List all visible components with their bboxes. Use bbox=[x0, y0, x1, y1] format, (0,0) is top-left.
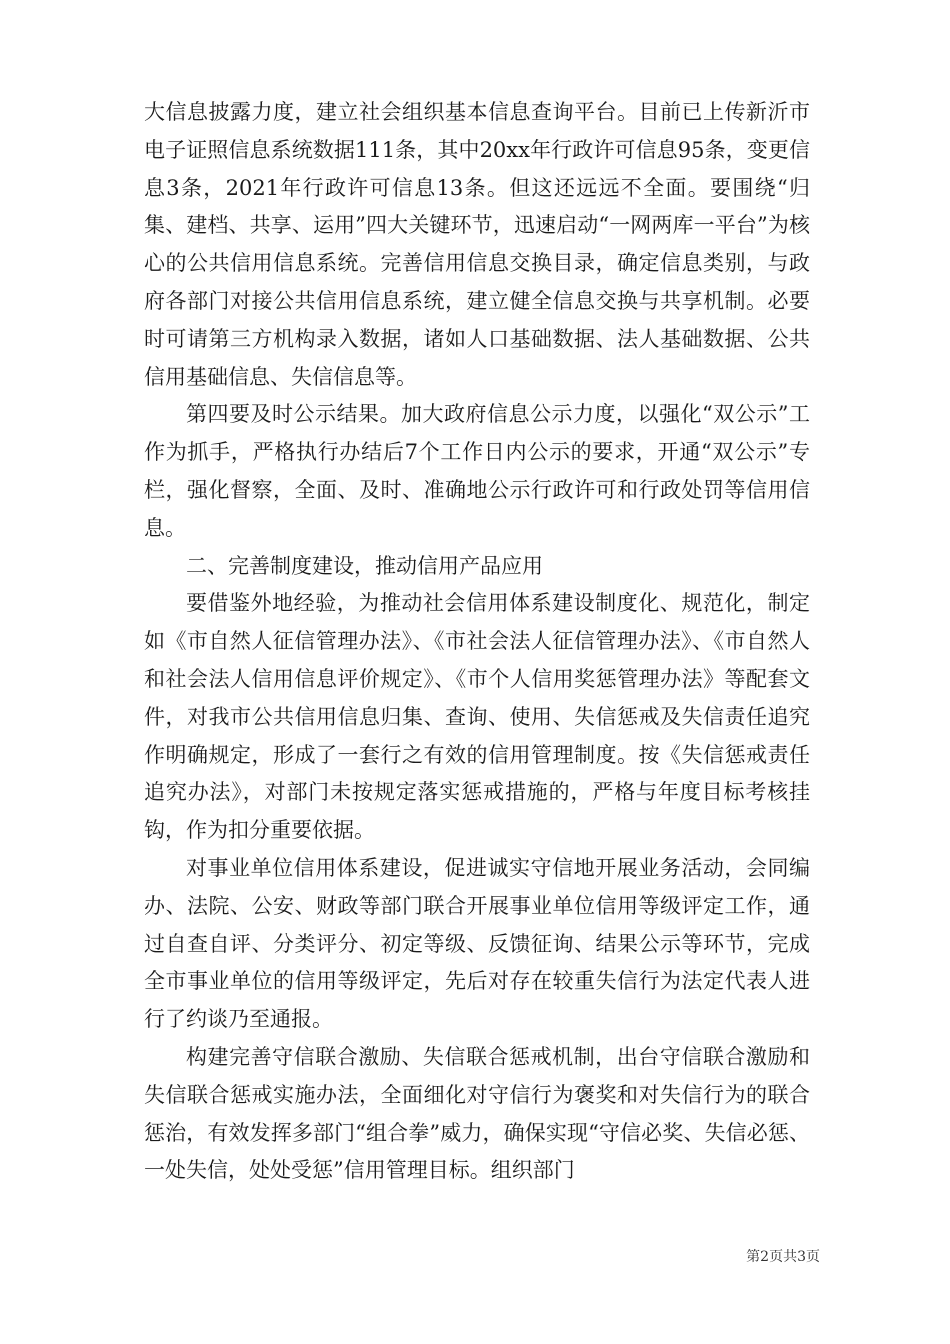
paragraph-5: 构建完善守信联合激励、失信联合惩戒机制，出台守信联合激励和失信联合惩戒实施办法，全面细化对守信行为褒奖和对失信行为的联合惩治，有效发挥多部门“组合拳”威力，确保实现“守信必奖、失信必惩、一处失信，处处受惩”信用管理目标。组织部门 bbox=[144, 1044, 810, 1183]
paragraph-2: 第四要及时公示结果。加大政府信息公示力度，以强化“双公示”工作为抓手，严格执行办结后7个工作日内公示的要求，开通“双公示”专栏，强化督察，全面、及时、准确地公示行政许可和行政处罚等信用信息。 bbox=[144, 402, 810, 540]
section-heading: 二、完善制度建设，推动信用产品应用 bbox=[186, 553, 543, 578]
paragraph-3: 要借鉴外地经验，为推动社会信用体系建设制度化、规范化，制定如《市自然人征信管理办法》、《市社会法人征信管理办法》、《市自然人和社会法人信用信息评价规定》、《市个人信用奖惩管理办法》等配套文件，对我市公共信用信息归集、查询、使用、失信惩戒及失信责任追究作明确规定，形成了一套行之有效的信用管理制度。按《失信惩戒责任追究办法》，对部门未按规定落实惩戒措施的，严格与年度目标考核挂钩，作为扣分重要依据。 bbox=[144, 591, 810, 843]
page-number-footer: 第2页共3页 bbox=[746, 1249, 820, 1265]
paragraph-1: 大信息披露力度，建立社会组织基本信息查询平台。目前已上传新沂市电子证照信息系统数据111条，其中20xx年行政许可信息95条，变更信息3条，2021年行政许可信息13条。但这还远远不全面。要围绕“归集、建档、共享、运用”四大关键环节，迅速启动“一网两库一平台”为核心的公共信用信息系统。完善信用信息交换目录，确定信息类别，与政府各部门对接公共信用信息系统，建立健全信息交换与共享机制。必要时可请第三方机构录入数据，诸如人口基础数据、法人基础数据、公共信用基础信息、失信信息等。 bbox=[144, 100, 810, 389]
paragraph-4: 对事业单位信用体系建设，促进诚实守信地开展业务活动，会同编办、法院、公安、财政等部门联合开展事业单位信用等级评定工作，通过自查自评、分类评分、初定等级、反馈征询、结果公示等环节，完成全市事业单位的信用等级评定，先后对存在较重失信行为法定代表人进行了约谈乃至通报。 bbox=[144, 855, 810, 1032]
document-body bbox=[144, 94, 810, 1190]
